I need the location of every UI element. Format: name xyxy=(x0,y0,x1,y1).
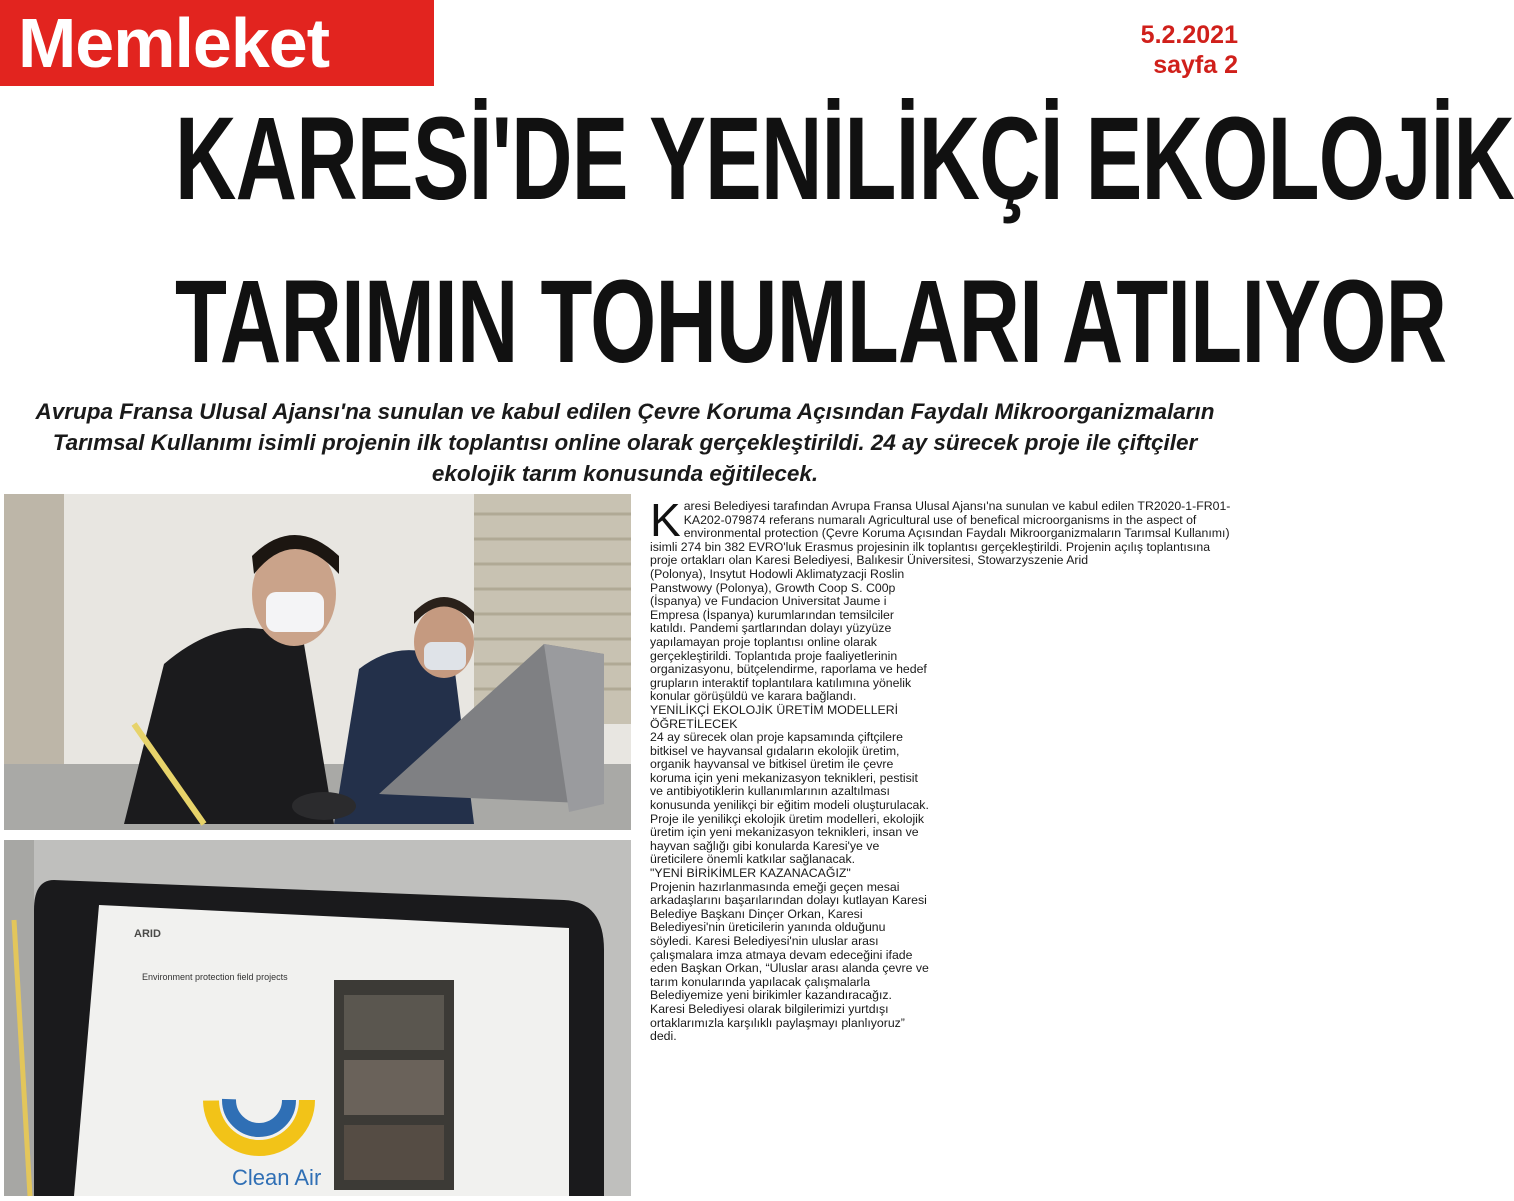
article-body xyxy=(650,494,1240,1044)
article-paragraph-2: 24 ay sürecek olan proje kapsamında çiftçilere bitkisel ve hayvansal gıdaların ekolojik üretim, organik hayvansal ve bitkisel üretim ile çevre koruma için yeni mekanizasyon teknikleri, pestisit ve antibiyotiklerin kullanımlarının azaltılması konusunda yenilikçi bir eğitim modeli oluşturulacak. Proje ile yenilikçi ekolojik üretim modelleri, ekolojik üretim için yeni mekanizasyon teknikleri, insan ve hayvan sağlığı gibi konularda Karesi'ye ve üreticilere önemli katkılar sağlanacak. xyxy=(650,730,929,867)
article-intro xyxy=(650,494,1240,568)
screen-clean-air: Clean Air xyxy=(232,1165,322,1190)
article-intro-text: aresi Belediyesi tarafından Avrupa Fransa Ulusal Ajansı'na sunulan ve kabul edilen TR2020-1-FR01- KA202-079874 referans numaralı Agricultural use of benefical microorganisms in the aspect of environmental protection (Çevre Koruma Açısından Faydalı Mikroorganizmaların Tarımsal Kullanımı) isimli 274 bin 382 EVRO'luk Erasmus projesinin ilk toplantısı gerçekleştirildi. Projenin açılış toplantısına proje ortakları olan Karesi Belediyesi, Balıkesir Üniversitesi, Stowarzyszenie Arid xyxy=(650,499,1231,568)
masthead xyxy=(0,0,434,86)
masthead-title: Memleket xyxy=(18,4,330,82)
photo-meeting xyxy=(4,494,631,830)
dropcap: K xyxy=(650,494,681,546)
article-paragraph-3: Projenin hazırlanmasında emeği geçen mesai arkadaşlarını başarılarından dolayı kutlayan Karesi Belediye Başkanı Dinçer Orkan, Karesi Belediyesi'nin üreticilerin yanında olduğunu söyledi. Karesi Belediyesi'nin uluslar arası çalışmalara imza atmaya devam edeceğini ifade eden Başkan Orkan, “Uluslar arası alanda çevre ve tarım konularında yapılacak çalışmalarla Belediyemize yeni birikimler kazandıracağız. Karesi Belediyesi olarak bilgilerimizi yurtdışı ortaklarımızla karşılıklı paylaşmayı planlıyoruz” dedi. xyxy=(650,879,929,1044)
issue-date: 5.2.2021 xyxy=(1140,21,1238,49)
headline-line-2: TARIMIN TOHUMLARI ATILIYOR xyxy=(174,256,1447,388)
lede: Avrupa Fransa Ulusal Ajansı'na sunulan ve kabul edilen Çevre Koruma Açısından Faydalı Mikroorganizmaların Tarımsal Kullanımı isimli projenin ilk toplantısı online olarak gerçekleştirildi. 24 ay sürecek proje ile çiftçiler ekolojik tarım konusunda eğitilecek. xyxy=(35,399,1215,486)
article-subheading-2: "YENİ BİRİKİMLER KAZANACAĞIZ" xyxy=(650,866,851,881)
screen-logo: ARID xyxy=(134,928,161,940)
photo-laptop-screen xyxy=(4,840,631,1196)
issue-info xyxy=(1141,20,1238,80)
screen-caption: Environment protection field projects xyxy=(142,972,288,982)
article-subheading-1: YENİLİKÇİ EKOLOJİK ÜRETİM MODELLERİ ÖĞRETİLECEK xyxy=(650,702,899,731)
article-paragraph-1: (Polonya), Insytut Hodowli Aklimatyzacji Roslin Panstwowy (Polonya), Growth Coop S. C00p (İspanya) ve Fundacion Universitat Jaume i Empresa (İspanya) kurumlarından temsilciler katıldı. Pandemi şartlarından dolayı yüzyüze yapılamayan proje toplantısı online olarak gerçekleştirildi. Toplantıda proje faaliyetlerinin organizasyonu, bütçelendirme, raporlama ve hedef grupların interaktif toplantılara katılımına yönelik konular görüşüldü ve karara bağlandı. xyxy=(650,566,927,704)
issue-page: sayfa 2 xyxy=(1153,51,1238,79)
headline-line-1: KARESİ'DE YENİLİKÇİ EKOLOJİK xyxy=(174,93,1514,225)
article-column xyxy=(650,568,930,1044)
